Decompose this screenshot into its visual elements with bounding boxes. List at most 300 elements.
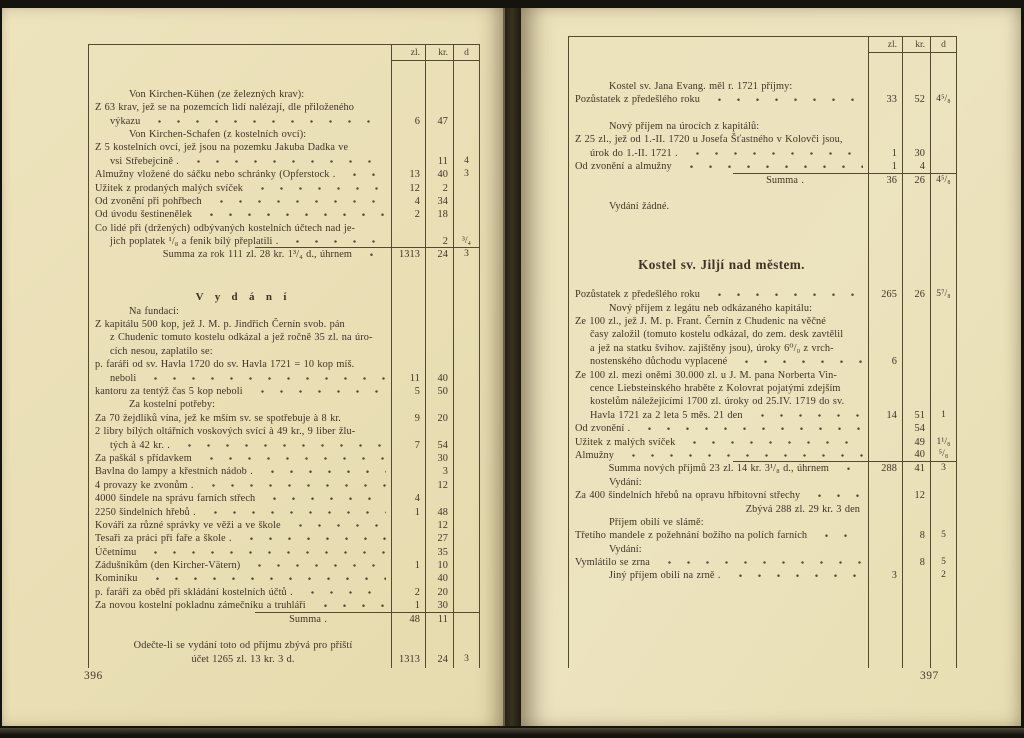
value-d — [930, 120, 956, 133]
value-kr — [425, 626, 453, 639]
value-zl — [391, 222, 425, 235]
dot-leader — [679, 436, 863, 449]
value-zl — [868, 53, 902, 66]
value-zl: 11 — [391, 372, 425, 385]
value-d: ³/₄ — [453, 235, 479, 248]
entry-text-cell — [89, 141, 391, 154]
value-d: 3 — [453, 248, 479, 261]
value-kr — [902, 214, 930, 227]
value-zl — [868, 227, 902, 240]
ledger-row — [569, 133, 956, 146]
value-kr — [902, 275, 930, 288]
value-zl — [868, 80, 902, 93]
entry-text: Za 70 žejdlíků vína, jež ke mším sv. se spotřebuje à 8 kr. — [95, 412, 341, 424]
ledger-row — [89, 559, 479, 572]
value-zl: 12 — [391, 182, 425, 195]
value-d: 2 — [930, 569, 956, 582]
ledger-row — [569, 409, 956, 422]
ledger-row — [569, 53, 956, 66]
value-d — [453, 128, 479, 141]
value-d — [453, 88, 479, 101]
value-zl: 288 — [868, 462, 902, 475]
value-zl — [391, 639, 425, 652]
ledger-header-right — [569, 37, 956, 53]
value-d — [453, 532, 479, 545]
ledger-row — [89, 519, 479, 532]
value-kr: 20 — [425, 586, 453, 599]
value-d: 3 — [453, 653, 479, 666]
entry-text: výkazu — [110, 115, 141, 127]
value-kr — [902, 369, 930, 382]
value-d — [453, 385, 479, 398]
dot-leader — [247, 182, 386, 195]
value-zl — [868, 66, 902, 79]
ledger-row — [569, 516, 956, 529]
ledger-row — [89, 398, 479, 411]
value-kr — [425, 61, 453, 74]
ledger-row — [89, 289, 479, 305]
value-zl — [391, 345, 425, 358]
value-kr: 50 — [425, 385, 453, 398]
ledger-row — [89, 155, 479, 168]
ledger-row — [89, 208, 479, 221]
value-zl: 3 — [868, 569, 902, 582]
value-zl: 5 — [391, 385, 425, 398]
value-d: 5 — [930, 556, 956, 569]
value-zl: 1313 — [391, 653, 425, 666]
dot-leader — [206, 195, 386, 208]
entry-text-cell — [569, 529, 868, 542]
value-d — [453, 492, 479, 505]
value-zl — [391, 74, 425, 87]
value-d — [453, 519, 479, 532]
value-d — [930, 53, 956, 66]
value-d — [453, 358, 479, 371]
value-kr: 18 — [425, 208, 453, 221]
page-number-left: 396 — [84, 670, 103, 682]
value-d — [453, 572, 479, 585]
entry-text: Od úvodu šestinenělek — [95, 209, 193, 221]
value-d: 1¹/₈ — [930, 436, 956, 449]
dot-leader — [838, 174, 868, 187]
ledger-row — [89, 168, 479, 181]
page-stack-edge — [0, 728, 1024, 738]
value-kr: 40 — [425, 372, 453, 385]
value-zl — [391, 479, 425, 492]
ledger-row — [89, 88, 479, 101]
value-d — [453, 506, 479, 519]
ledger-row — [569, 288, 956, 301]
value-kr — [902, 227, 930, 240]
value-zl — [391, 318, 425, 331]
value-kr: 52 — [902, 93, 930, 106]
value-kr — [902, 120, 930, 133]
table-filler — [89, 666, 479, 668]
entry-text-cell — [89, 248, 391, 261]
value-d — [930, 489, 956, 502]
entry-text-cell — [569, 66, 868, 79]
value-zl — [391, 519, 425, 532]
dot-leader — [198, 479, 386, 492]
entry-text-cell — [569, 436, 868, 449]
ledger-row — [89, 599, 479, 612]
value-zl: 2 — [391, 208, 425, 221]
value-zl — [391, 532, 425, 545]
entry-text-cell — [89, 613, 391, 626]
entry-text: Vydání žádné. — [609, 201, 670, 213]
entry-text-cell — [569, 107, 868, 120]
value-d — [453, 141, 479, 154]
value-kr: 35 — [425, 546, 453, 559]
entry-text-cell — [569, 80, 868, 93]
entry-text-cell — [569, 315, 868, 328]
value-d — [453, 101, 479, 114]
value-zl: 14 — [868, 409, 902, 422]
value-d — [453, 613, 479, 626]
value-d — [453, 559, 479, 572]
ledger-row — [569, 369, 956, 382]
entry-text: Von Kirchen-Kühen (ze železných krav): — [129, 88, 305, 100]
value-kr — [902, 476, 930, 489]
ledger-row — [89, 74, 479, 87]
entry-text: Almužny — [575, 449, 615, 461]
entry-text: Z 63 krav, jež se na pozemcích lidí nalézají, dle přiloženého — [95, 102, 355, 114]
entry-text-cell — [569, 422, 868, 435]
ledger-row — [569, 476, 956, 489]
value-zl — [868, 489, 902, 502]
entry-text: Za novou kostelní pokladnu zámečníku a truhláři — [95, 600, 306, 612]
value-kr: 49 — [902, 436, 930, 449]
ledger-row — [89, 195, 479, 208]
value-zl: 4 — [391, 492, 425, 505]
entry-text-cell — [89, 425, 391, 438]
dot-leader — [282, 235, 386, 248]
value-d — [930, 302, 956, 315]
entry-text-cell — [89, 195, 391, 208]
ledger-row — [569, 160, 956, 173]
value-kr: 30 — [425, 599, 453, 612]
entry-text-cell — [569, 516, 868, 529]
value-d — [453, 639, 479, 652]
ledger-row — [89, 626, 479, 639]
value-kr — [902, 254, 930, 275]
value-d — [930, 227, 956, 240]
value-zl — [868, 369, 902, 382]
value-zl: 4 — [391, 195, 425, 208]
entry-text-cell — [89, 275, 391, 288]
value-d — [453, 275, 479, 288]
ledger-row — [89, 586, 479, 599]
entry-text-cell — [89, 586, 391, 599]
entry-text: Summa za rok 111 zl. 28 kr. 1³/₄ d., úhrnem — [162, 249, 352, 261]
value-kr — [425, 398, 453, 411]
entry-text-cell — [569, 147, 868, 160]
value-kr: 3 — [425, 465, 453, 478]
value-kr — [425, 305, 453, 318]
ledger-row — [89, 572, 479, 585]
entry-text: Ze 100 zl., jež J. M. p. Frant. Černín z Chudenic na věčné — [575, 316, 826, 328]
column-header-zl: zl. — [391, 45, 425, 61]
header-spacer — [569, 37, 868, 53]
value-kr — [902, 80, 930, 93]
entry-text-cell — [569, 556, 868, 569]
ledger-row — [569, 382, 956, 395]
page-number-right: 397 — [920, 670, 939, 682]
value-d — [930, 80, 956, 93]
value-zl — [868, 214, 902, 227]
ledger-row — [569, 355, 956, 368]
value-kr — [902, 328, 930, 341]
value-d: 5 — [930, 529, 956, 542]
entry-text: nostenského důchodu vyplacené — [590, 356, 728, 368]
dot-leader — [174, 439, 386, 452]
value-zl — [868, 107, 902, 120]
value-kr: 4 — [902, 160, 930, 173]
entry-text-cell — [89, 492, 391, 505]
value-zl — [868, 187, 902, 200]
value-kr: 2 — [425, 235, 453, 248]
value-kr — [425, 492, 453, 505]
dot-leader — [236, 532, 386, 545]
entry-text-cell — [89, 385, 391, 398]
value-d — [453, 546, 479, 559]
entry-text-cell — [569, 174, 868, 187]
entry-text-cell — [569, 569, 868, 582]
entry-text: Summa . — [289, 613, 327, 625]
value-d — [930, 275, 956, 288]
value-d — [930, 328, 956, 341]
entry-text-cell — [89, 439, 391, 452]
entry-text-cell — [569, 449, 868, 462]
value-zl — [868, 302, 902, 315]
value-d — [453, 61, 479, 74]
value-d — [930, 214, 956, 227]
page-right — [521, 8, 1021, 726]
entry-text-cell — [89, 639, 391, 652]
value-d: 3 — [453, 168, 479, 181]
value-zl — [868, 342, 902, 355]
entry-text: kostelům náležejícími 1700 zl. úroky od 25.IV. 1719 do sv. — [590, 396, 845, 408]
value-zl — [868, 395, 902, 408]
entry-text: Ze 100 zl. mezi oněmi 30.000 zl. u J. M. pana Norberta Vin- — [575, 369, 837, 381]
ledger-row — [569, 569, 956, 582]
value-d — [453, 289, 479, 305]
value-d — [453, 318, 479, 331]
value-kr — [425, 345, 453, 358]
value-zl — [391, 331, 425, 344]
ledger-row — [89, 479, 479, 492]
entry-text-cell — [89, 653, 391, 666]
ledger-header-left — [89, 45, 479, 61]
entry-text-cell — [89, 88, 391, 101]
entry-text: časy založil (tomuto kostelu odkázal, do zem. desk zavtělil — [590, 329, 844, 341]
value-zl — [391, 305, 425, 318]
value-kr: 40 — [425, 572, 453, 585]
entry-text-cell — [569, 200, 868, 213]
ledger-row — [569, 107, 956, 120]
value-zl: 1 — [868, 160, 902, 173]
value-kr — [902, 382, 930, 395]
value-kr: 40 — [425, 168, 453, 181]
entry-text-cell — [569, 187, 868, 200]
value-kr — [902, 66, 930, 79]
entry-text-cell — [89, 452, 391, 465]
ledger-row — [89, 222, 479, 235]
entry-text: Třetího mandele z požehnání božího na polích farních — [575, 530, 808, 542]
entry-text: kantoru za tentýž čas 5 kop neboli — [95, 385, 243, 397]
value-kr: 48 — [425, 506, 453, 519]
value-d: 4 — [453, 155, 479, 168]
value-zl: 33 — [868, 93, 902, 106]
entry-text-cell — [89, 599, 391, 612]
ledger-row — [89, 532, 479, 545]
value-d — [930, 516, 956, 529]
value-d — [930, 543, 956, 556]
entry-text-cell — [569, 382, 868, 395]
value-d — [930, 147, 956, 160]
value-zl — [868, 328, 902, 341]
dot-leader — [833, 462, 863, 475]
entry-text-cell — [89, 305, 391, 318]
dot-leader — [704, 288, 863, 301]
entry-text: 4 provazy ke zvonům . — [95, 479, 194, 491]
column-header-d: d — [930, 37, 956, 53]
value-zl: 7 — [391, 439, 425, 452]
value-zl — [391, 128, 425, 141]
value-kr — [425, 639, 453, 652]
value-kr — [902, 516, 930, 529]
table-filler — [569, 583, 956, 668]
entry-text-cell — [89, 208, 391, 221]
value-kr: 20 — [425, 412, 453, 425]
dot-leader — [285, 519, 386, 532]
entry-text: Summa . — [766, 174, 804, 186]
book-gutter — [503, 8, 523, 726]
entry-text: vsi Střebejcině . — [110, 155, 179, 167]
entry-text-cell — [569, 409, 868, 422]
value-d — [930, 395, 956, 408]
value-d — [930, 342, 956, 355]
value-zl — [391, 465, 425, 478]
value-kr — [902, 543, 930, 556]
dot-leader — [676, 160, 863, 173]
value-d — [930, 160, 956, 173]
value-zl — [868, 503, 902, 516]
entry-text-cell — [89, 168, 391, 181]
ledger-row — [89, 546, 479, 559]
entry-text-cell — [569, 160, 868, 173]
value-kr — [425, 128, 453, 141]
page-left — [2, 8, 505, 726]
dot-leader — [725, 569, 863, 582]
entry-text: Bavlna do lampy a křestních nádob . — [95, 466, 253, 478]
entry-text: cích nesou, zaplatilo se: — [110, 345, 213, 357]
entry-text-cell — [89, 331, 391, 344]
value-kr: 8 — [902, 556, 930, 569]
dot-leader — [140, 546, 386, 559]
value-kr: 11 — [425, 613, 453, 626]
value-kr: 30 — [902, 147, 930, 160]
entry-text: Na fundaci: — [129, 305, 180, 317]
value-zl — [868, 449, 902, 462]
entry-text: z Chudenic tomuto kostelu odkázal a jež ročně 35 zl. na úro- — [110, 332, 373, 344]
ledger-row — [89, 331, 479, 344]
value-d: 4⁵/₈ — [930, 93, 956, 106]
entry-text: Nový příjem z legátu neb odkázaného kapitálu: — [609, 302, 813, 314]
value-d — [930, 200, 956, 213]
entry-text: cence Liebsteinského hraběte z Kolovrat pojatými zdejším — [590, 382, 841, 394]
entry-text: Za paškál s přídavkem — [95, 452, 192, 464]
value-d — [930, 422, 956, 435]
value-kr — [902, 240, 930, 253]
dot-leader — [200, 506, 386, 519]
value-zl: 1 — [391, 599, 425, 612]
value-d — [453, 222, 479, 235]
dot-leader — [196, 208, 386, 221]
entry-text: Užitek z malých svíček — [575, 436, 676, 448]
value-zl: 13 — [391, 168, 425, 181]
ledger-row — [89, 275, 479, 288]
ledger-row — [569, 462, 956, 475]
dot-leader — [811, 529, 863, 542]
entry-text: Z kapitálu 500 kop, jež J. M. p. Jindřich Černín svob. pán — [95, 319, 345, 331]
dot-leader — [747, 409, 863, 422]
entry-text: Almužny vložené do sáčku nebo schránky (Opferstock . — [95, 169, 336, 181]
value-kr — [902, 53, 930, 66]
value-zl: 6 — [391, 115, 425, 128]
value-zl — [868, 240, 902, 253]
ledger-table-right — [568, 36, 957, 668]
value-d — [453, 74, 479, 87]
ledger-row — [569, 147, 956, 160]
ledger-row — [569, 503, 956, 516]
entry-text-cell — [569, 543, 868, 556]
value-d: 4⁵/₈ — [930, 174, 956, 187]
value-kr: 27 — [425, 532, 453, 545]
value-kr — [902, 107, 930, 120]
value-kr: 10 — [425, 559, 453, 572]
value-d: 5⁷/₈ — [930, 288, 956, 301]
entry-text: Kostel sv. Jana Evang. měl r. 1721 příjmy: — [609, 80, 793, 92]
entry-text: 4000 šindele na správu farních střech — [95, 493, 256, 505]
entry-text-cell — [569, 302, 868, 315]
value-kr: 11 — [425, 155, 453, 168]
value-zl: 1 — [868, 147, 902, 160]
value-kr — [425, 289, 453, 305]
ledger-row — [89, 318, 479, 331]
value-zl: 265 — [868, 288, 902, 301]
entry-text-cell — [569, 275, 868, 288]
value-kr — [902, 342, 930, 355]
value-kr: 34 — [425, 195, 453, 208]
ledger-row — [89, 613, 479, 626]
entry-text: Z 25 zl., jež od 1.-II. 1720 u Josefa Šťastného v Kolovči jsou, — [575, 134, 843, 146]
entry-text-cell — [89, 222, 391, 235]
value-zl — [391, 452, 425, 465]
value-d — [453, 208, 479, 221]
value-d — [930, 107, 956, 120]
value-kr: 26 — [902, 288, 930, 301]
value-zl: 1 — [391, 506, 425, 519]
ledger-row — [569, 275, 956, 288]
dot-leader — [297, 586, 386, 599]
value-zl: 6 — [868, 355, 902, 368]
value-d — [453, 412, 479, 425]
value-zl — [868, 556, 902, 569]
value-d: ⁵/₈ — [930, 449, 956, 462]
ledger-row — [89, 412, 479, 425]
value-kr: 40 — [902, 449, 930, 462]
